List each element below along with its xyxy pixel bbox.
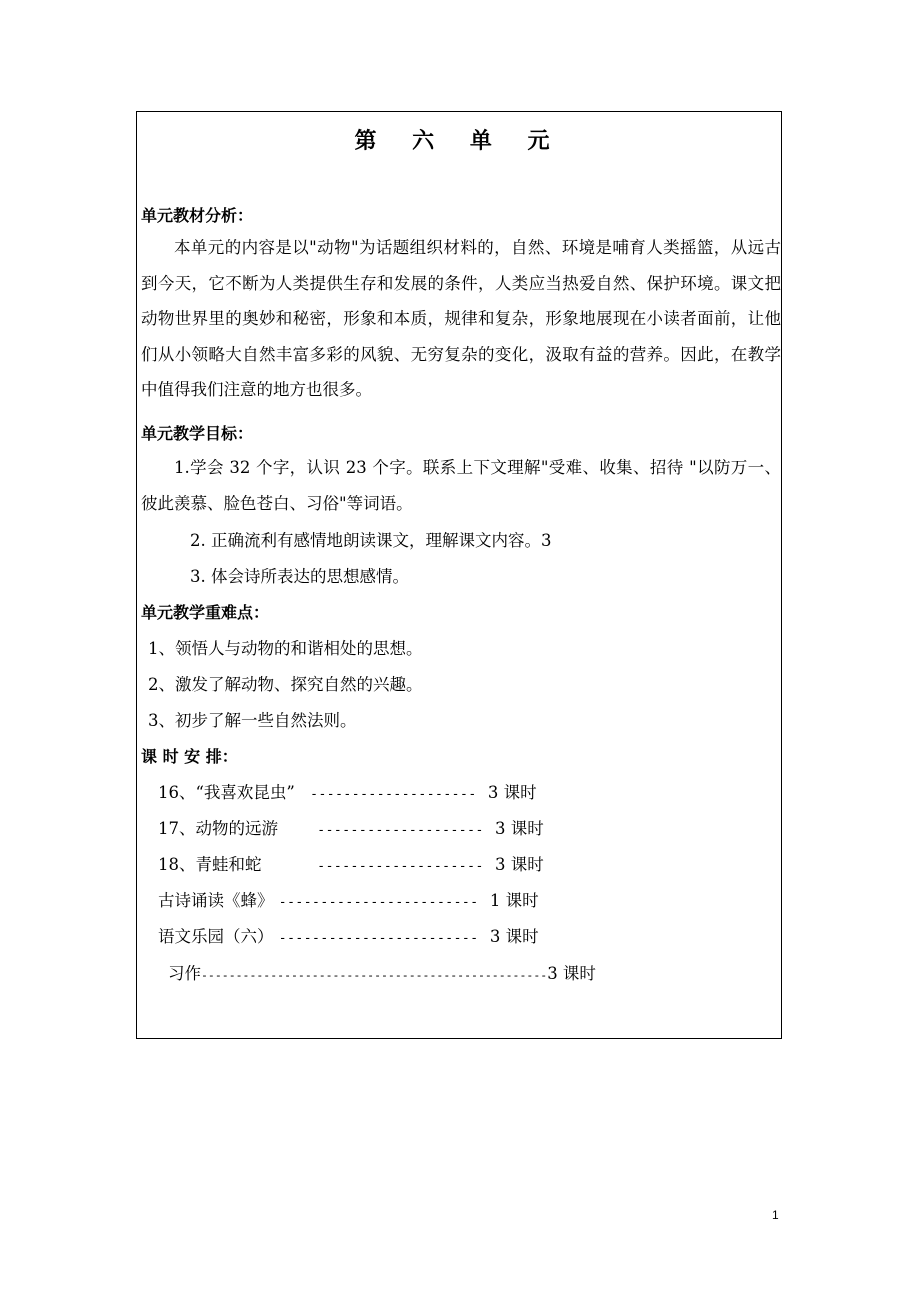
schedule-row [158, 819, 544, 841]
lesson-hours: 3 课时 [495, 855, 544, 874]
schedule-heading: 课 时 安 排： [141, 747, 238, 766]
goals-heading: 单元教学目标： [141, 424, 254, 443]
schedule-row [158, 927, 539, 949]
schedule-row [158, 783, 537, 805]
keypoint-item: 1、领悟人与动物的和谐相处的思想。 [148, 639, 423, 658]
lesson-hours: 3 课时 [495, 819, 544, 838]
dash-leader: -------------------- [310, 787, 477, 802]
lesson-hours: 3 课时 [547, 964, 596, 983]
lesson-hours: 3 课时 [489, 927, 539, 946]
schedule-row [168, 964, 596, 985]
goal-item-2: 2. 正确流利有感情地朗读课文，理解课文内容。3 [190, 531, 552, 550]
lesson-hours: 3 课时 [487, 783, 537, 802]
goal-item-1: 1.学会 32 个字，认识 23 个字。联系上下文理解"受难、收集、招待 "以防万一、彼此羡慕、脸色苍白、习俗"等词语。 [141, 458, 781, 513]
keypoint-item: 3、初步了解一些自然法则。 [148, 711, 357, 730]
schedule-row [158, 891, 539, 913]
lesson-name: 语文乐园（六） [158, 927, 274, 946]
page-number: 1 [772, 1208, 779, 1222]
lesson-name: 16、“我喜欢昆虫” [158, 783, 295, 802]
lesson-name: 古诗诵读《蜂》 [158, 891, 274, 910]
dash-leader: -------------------- [317, 859, 484, 874]
lesson-hours: 1 课时 [489, 891, 539, 910]
analysis-heading: 单元教材分析： [141, 206, 254, 225]
goal-item-3: 3. 体会诗所表达的思想感情。 [190, 567, 409, 586]
keypoints-heading: 单元教学重难点： [141, 603, 270, 622]
page-title: 第 六 单 元 [354, 129, 564, 154]
dash-leader: -------------------------------------------------- [201, 968, 548, 982]
schedule-row [158, 855, 544, 877]
dash-leader: ------------------------ [278, 895, 479, 910]
analysis-body: 本单元的内容是以"动物"为话题组织材料的，自然、环境是哺育人类摇篮，从远古到今天，它不断为人类提供生存和发展的条件，人类应当热爱自然、保护环境。课文把动物世界里的奥妙和秘密，形象和本质，规律和复杂，形象地展现在小读者面前，让他们从小领略大自然丰富多彩的风貌、无穷复杂的变化，汲取有益的营养。因此，在教学中值得我们注意的地方也很多。 [141, 238, 781, 399]
lesson-name: 18、青蛙和蛇 [158, 855, 262, 874]
lesson-name: 习作 [168, 964, 201, 983]
lesson-name: 17、动物的远游 [158, 819, 278, 838]
dash-leader: -------------------- [317, 823, 484, 838]
keypoint-item: 2、激发了解动物、探究自然的兴趣。 [148, 675, 423, 694]
dash-leader: ------------------------ [278, 931, 479, 946]
